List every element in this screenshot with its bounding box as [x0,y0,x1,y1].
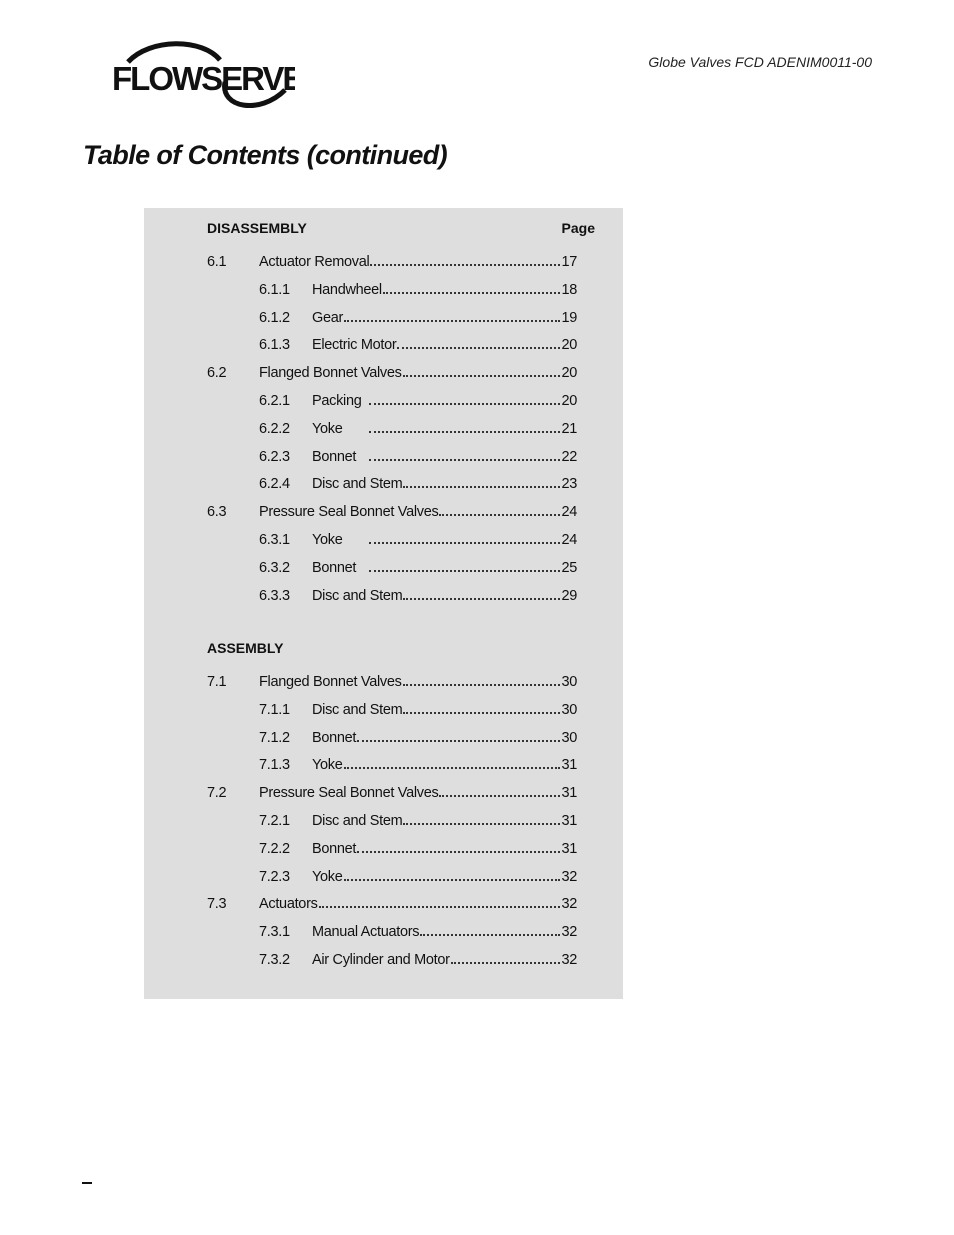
dot-leader [403,375,561,377]
toc-entry-title: Bonnet [312,559,357,576]
page-column-heading: Page [561,220,595,236]
toc-entry-number: 7.1.1 [259,701,290,718]
toc-entry-title: Disc and Stem [312,813,403,829]
toc-entry-page: 31 [561,757,577,774]
toc-entry-title: Pressure Seal Bonnet Valves [259,504,439,521]
footer-mark [82,1182,92,1184]
toc-entry [207,310,577,330]
toc-entry [207,924,577,944]
toc-entry-number: 6.3.1 [259,532,290,548]
toc-entry [207,785,577,805]
dot-leader [451,962,561,964]
toc-entry-number: 6.2.1 [259,393,290,409]
toc-entry-number: 7.1.2 [259,729,290,746]
toc-entry-page: 20 [561,393,577,409]
toc-entry [207,952,577,972]
toc-entry-number: 6.2.3 [259,448,290,465]
toc-entry-page: 25 [561,559,577,576]
flowserve-logo [110,40,295,115]
dot-leader [403,712,560,714]
dot-leader [369,459,560,461]
table-of-contents [144,208,623,999]
toc-entry-number: 7.3 [207,896,227,913]
toc-entry-page: 30 [561,729,577,746]
toc-entry [207,674,577,694]
dot-leader [369,542,560,544]
dot-leader [403,486,560,488]
toc-entry-title: Electric Motor [312,337,397,354]
toc-entry [207,730,577,750]
toc-entry-number: 6.3 [207,504,227,521]
toc-entry-page: 23 [561,476,577,493]
toc-entry-number: 7.3.2 [259,952,290,968]
toc-entry-page: 18 [561,281,577,298]
toc-entry-title: Yoke [312,868,343,885]
toc-entry-number: 6.1.2 [259,309,290,326]
toc-entry-title: Air Cylinder and Motor [312,952,450,968]
dot-leader [420,934,560,936]
dot-leader [383,292,561,294]
dot-leader [357,740,560,742]
toc-entry-number: 7.1.3 [259,757,290,774]
toc-entry-page: 21 [561,420,577,437]
toc-entry-title: Packing [312,393,362,409]
toc-entry-number: 6.1.3 [259,337,290,354]
toc-entry-page: 31 [561,785,577,802]
toc-entry-page: 31 [561,813,577,829]
toc-entry-number: 7.2.2 [259,840,290,857]
toc-entry-title: Disc and Stem [312,476,403,493]
dot-leader [439,795,560,797]
toc-entry-title: Yoke [312,532,343,548]
toc-entry-title: Actuator Removal [259,254,370,270]
dot-leader [344,767,561,769]
dot-leader [369,403,560,405]
toc-entry-page: 31 [561,840,577,857]
disassembly-heading: DISASSEMBLY [207,220,307,236]
toc-entry-number: 6.2.2 [259,420,290,437]
toc-entry-page: 29 [561,587,577,604]
toc-entry-title: Bonnet [312,448,357,465]
toc-entry [207,757,577,777]
svg-text:FLOWSERVE: FLOWSERVE [112,60,295,97]
toc-entry [207,841,577,861]
dot-leader [439,514,560,516]
page-title: Table of Contents (continued) [83,140,448,170]
toc-entry-title: Yoke [312,420,343,437]
toc-entry-title: Actuators [259,896,318,913]
toc-entry [207,504,577,524]
dot-leader [344,320,560,322]
toc-entry-page: 24 [561,504,577,521]
toc-entry [207,365,577,385]
toc-entry-number: 7.1 [207,674,227,690]
toc-entry-number: 6.1 [207,254,227,270]
dot-leader [357,851,560,853]
toc-entry-title: Manual Actuators [312,924,420,941]
toc-entry-page: 30 [561,701,577,718]
toc-entry-title: Flanged Bonnet Valves [259,674,402,690]
toc-entry [207,476,577,496]
document-reference: Globe Valves FCD ADENIM0011-00 [648,54,872,70]
toc-entry-number: 6.1.1 [259,281,290,298]
toc-entry [207,813,577,833]
dot-leader [369,431,560,433]
dot-leader [370,264,560,266]
dot-leader [403,823,560,825]
toc-entry-number: 6.2.4 [259,476,290,493]
toc-entry [207,393,577,413]
toc-entry-title: Disc and Stem [312,701,403,718]
toc-entry [207,869,577,889]
dot-leader [319,906,561,908]
toc-entry-number: 6.2 [207,365,227,382]
dot-leader [403,684,561,686]
dot-leader [397,347,560,349]
toc-entry-page: 20 [561,365,577,382]
toc-entry-page: 32 [561,896,577,913]
toc-entry-title: Bonnet [312,729,357,746]
toc-entry-page: 19 [561,309,577,326]
toc-entry-page: 17 [561,254,577,270]
toc-entry [207,532,577,552]
toc-entry-page: 30 [561,674,577,690]
toc-entry-title: Yoke [312,757,343,774]
toc-entry-title: Disc and Stem [312,587,403,604]
toc-entry-number: 7.2 [207,785,227,802]
toc-entry-title: Flanged Bonnet Valves [259,365,402,382]
toc-entry-title: Gear [312,309,344,326]
toc-entry-number: 7.2.1 [259,813,290,829]
toc-entry-number: 6.3.3 [259,587,290,604]
toc-entry [207,560,577,580]
dot-leader [403,598,560,600]
toc-entry [207,337,577,357]
toc-entry [207,254,577,274]
toc-entry-page: 32 [561,924,577,941]
toc-entry-title: Bonnet [312,840,357,857]
toc-entry [207,282,577,302]
toc-entry-page: 32 [561,868,577,885]
toc-entry [207,588,577,608]
toc-entry-title: Handwheel [312,281,382,298]
toc-entry-page: 20 [561,337,577,354]
assembly-heading: ASSEMBLY [207,640,284,656]
toc-entry-number: 7.2.3 [259,868,290,885]
toc-entry-page: 24 [561,532,577,548]
toc-entry [207,421,577,441]
toc-entry-number: 6.3.2 [259,559,290,576]
dot-leader [344,879,561,881]
dot-leader [369,570,560,572]
toc-entry [207,449,577,469]
toc-entry-title: Pressure Seal Bonnet Valves [259,785,439,802]
toc-entry-number: 7.3.1 [259,924,290,941]
toc-entry-page: 22 [561,448,577,465]
toc-entry-page: 32 [561,952,577,968]
toc-entry [207,702,577,722]
toc-entry [207,896,577,916]
